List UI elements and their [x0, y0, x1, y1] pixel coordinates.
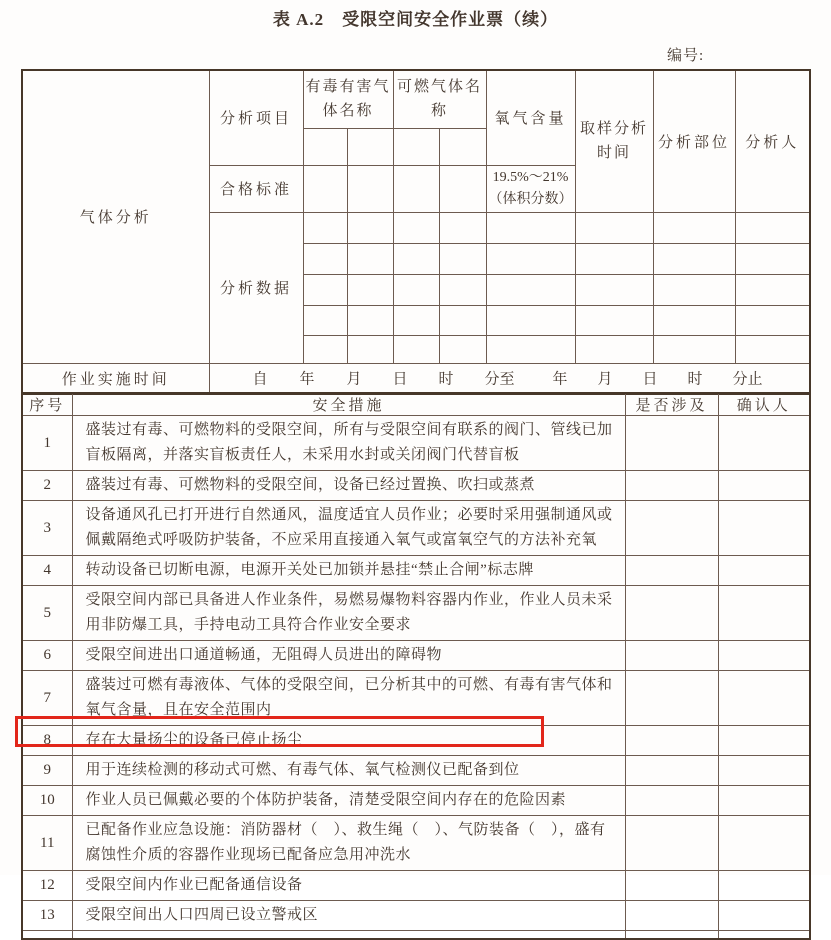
toxic-gas-header: 有毒有害气体名称	[303, 70, 393, 128]
involved-cell	[625, 586, 718, 641]
measure-header: 安全措施	[72, 393, 625, 416]
confirm-cell	[718, 416, 810, 471]
gas-analysis-section-label: 气体分析	[22, 70, 209, 363]
blank-cell	[486, 335, 575, 363]
time-token: 自	[252, 371, 268, 388]
table-row	[22, 786, 810, 816]
oxygen-standard-line1: 19.5%～21%	[492, 169, 569, 185]
measure-text: 盛装过有毒、可燃物料的受限空间，设备已经过置换、吹扫或蒸煮	[72, 471, 625, 501]
time-token: 日	[642, 371, 658, 388]
blank-cell	[575, 274, 653, 305]
measure-text: 已配备作业应急设施：消防器材（ ）、救生绳（ ）、气防装备（ ），盛有腐蚀性介质的容器作业现场已配备应急用冲洗水	[72, 816, 625, 871]
row-number: 8	[22, 726, 72, 756]
blank-cell	[393, 212, 439, 243]
blank-cell	[735, 212, 810, 243]
blank-cell	[718, 931, 810, 939]
blank-cell	[439, 243, 486, 274]
blank-cell	[393, 243, 439, 274]
blank-cell	[486, 212, 575, 243]
table-row	[22, 816, 810, 871]
measure-text: 用于连续检测的移动式可燃、有毒气体、氧气检测仪已配备到位	[72, 756, 625, 786]
confirm-cell	[718, 756, 810, 786]
table-row	[22, 556, 810, 586]
flammable-gas-header: 可燃气体名称	[393, 70, 486, 128]
page-title: 表 A.2 受限空间安全作业票（续）	[272, 10, 559, 29]
table-row	[22, 901, 810, 931]
blank-cell	[735, 335, 810, 363]
blank-cell	[393, 165, 439, 212]
involved-cell	[625, 871, 718, 901]
involved-cell	[625, 816, 718, 871]
blank-cell	[575, 335, 653, 363]
row-number: 2	[22, 471, 72, 501]
standard-label: 合格标准	[209, 165, 303, 212]
blank-cell	[303, 274, 347, 305]
blank-cell	[303, 128, 347, 165]
time-token: 分止	[732, 371, 763, 388]
blank-cell	[653, 305, 735, 335]
measure-text: 转动设备已切断电源，电源开关处已加锁并悬挂“禁止合闸”标志牌	[72, 556, 625, 586]
blank-cell	[393, 274, 439, 305]
table-row	[22, 641, 810, 671]
blank-cell	[303, 243, 347, 274]
table-row	[22, 471, 810, 501]
blank-cell	[486, 243, 575, 274]
involved-header: 是否涉及	[625, 393, 718, 416]
blank-cell	[347, 335, 393, 363]
blank-cell	[575, 305, 653, 335]
measure-text: 设备通风孔已打开进行自然通风，温度适宜人员作业；必要时采用强制通风或佩戴隔绝式呼吸防护装备，不应采用直接通入氧气或富氧空气的方法补充氧	[72, 501, 625, 556]
involved-cell	[625, 641, 718, 671]
involved-cell	[625, 501, 718, 556]
oxygen-header: 氧气含量	[486, 70, 575, 165]
blank-cell	[439, 274, 486, 305]
row-number: 13	[22, 901, 72, 931]
table-row	[22, 726, 810, 756]
row-number: 12	[22, 871, 72, 901]
measure-text: 存在大量扬尘的设备已停止扬尘	[72, 726, 625, 756]
table-row	[22, 586, 810, 641]
confirm-cell	[718, 786, 810, 816]
blank-cell	[735, 243, 810, 274]
time-token: 月	[597, 371, 613, 388]
involved-cell	[625, 756, 718, 786]
work-time-template	[209, 363, 810, 394]
blank-cell	[22, 931, 72, 939]
blank-cell	[653, 274, 735, 305]
blank-cell	[393, 128, 439, 165]
blank-cell	[303, 165, 347, 212]
blank-cell	[439, 128, 486, 165]
oxygen-standard-value	[486, 165, 575, 212]
data-label: 分析数据	[209, 212, 303, 363]
blank-cell	[653, 243, 735, 274]
analyst-header: 分析人	[735, 70, 810, 212]
time-token: 时	[687, 371, 703, 388]
table-row	[22, 501, 810, 556]
analysis-item-header: 分析项目	[209, 70, 303, 165]
time-token: 分至	[484, 371, 515, 388]
time-token: 月	[346, 371, 362, 388]
table-row	[22, 671, 810, 726]
involved-cell	[625, 416, 718, 471]
involved-cell	[625, 471, 718, 501]
table-row-highlighted	[22, 756, 810, 786]
row-number: 3	[22, 501, 72, 556]
blank-cell	[303, 335, 347, 363]
table-row	[22, 416, 810, 471]
blank-cell	[347, 128, 393, 165]
blank-cell	[439, 335, 486, 363]
measure-text: 盛装过有毒、可燃物料的受限空间，所有与受限空间有联系的阀门、管线已加盲板隔离，并落实盲板责任人，未采用水封或关闭阀门代替盲板	[72, 416, 625, 471]
confirm-header: 确认人	[718, 393, 810, 416]
sampling-time-header: 取样分析时间	[575, 70, 653, 212]
doc-number-label: 编号:	[667, 48, 705, 64]
confirm-cell	[718, 816, 810, 871]
measure-text: 作业人员已佩戴必要的个体防护装备，清楚受限空间内存在的危险因素	[72, 786, 625, 816]
time-token: 年	[299, 371, 315, 388]
oxygen-standard-line2: （体积分数）	[488, 191, 573, 207]
time-token: 年	[552, 371, 568, 388]
measure-text: 盛装过可燃有毒液体、气体的受限空间，已分析其中的可燃、有毒有害气体和氧气含量，且在安全范围内	[72, 671, 625, 726]
analysis-location-header: 分析部位	[653, 70, 735, 212]
confirm-cell	[718, 726, 810, 756]
row-number: 9	[22, 756, 72, 786]
blank-cell	[439, 212, 486, 243]
table-row-cutoff	[22, 931, 810, 939]
involved-cell	[625, 671, 718, 726]
involved-cell	[625, 726, 718, 756]
row-number: 7	[22, 671, 72, 726]
blank-cell	[393, 305, 439, 335]
confirm-cell	[718, 871, 810, 901]
measure-text: 受限空间内部已具备进人作业条件，易燃易爆物料容器内作业，作业人员未采用非防爆工具，手持电动工具符合作业安全要求	[72, 586, 625, 641]
blank-cell	[347, 243, 393, 274]
row-number: 4	[22, 556, 72, 586]
gas-analysis-table	[21, 69, 811, 395]
confirm-cell	[718, 671, 810, 726]
blank-cell	[735, 274, 810, 305]
row-number: 11	[22, 816, 72, 871]
blank-cell	[439, 165, 486, 212]
blank-cell	[486, 305, 575, 335]
blank-cell	[393, 335, 439, 363]
blank-cell	[347, 305, 393, 335]
blank-cell	[347, 274, 393, 305]
blank-cell	[439, 305, 486, 335]
blank-cell	[303, 212, 347, 243]
blank-cell	[653, 212, 735, 243]
involved-cell	[625, 556, 718, 586]
blank-cell	[303, 305, 347, 335]
safety-measures-table	[21, 392, 811, 940]
table-row	[22, 871, 810, 901]
blank-cell	[575, 212, 653, 243]
involved-cell	[625, 786, 718, 816]
blank-cell	[575, 243, 653, 274]
confirm-cell	[718, 901, 810, 931]
blank-cell	[72, 931, 625, 939]
measure-text: 受限空间内作业已配备通信设备	[72, 871, 625, 901]
time-token: 时	[438, 371, 454, 388]
involved-cell	[625, 901, 718, 931]
blank-cell	[625, 931, 718, 939]
confirm-cell	[718, 556, 810, 586]
row-number: 10	[22, 786, 72, 816]
blank-cell	[486, 274, 575, 305]
blank-cell	[347, 212, 393, 243]
blank-cell	[735, 305, 810, 335]
measure-text: 受限空间出人口四周已设立警戒区	[72, 901, 625, 931]
measure-text: 受限空间进出口通道畅通，无阻碍人员进出的障碍物	[72, 641, 625, 671]
confirm-cell	[718, 641, 810, 671]
seq-header: 序号	[22, 393, 72, 416]
row-number: 1	[22, 416, 72, 471]
confirm-cell	[718, 586, 810, 641]
confirm-cell	[718, 471, 810, 501]
work-time-label: 作业实施时间	[22, 363, 209, 394]
row-number: 6	[22, 641, 72, 671]
row-number: 5	[22, 586, 72, 641]
blank-cell	[347, 165, 393, 212]
confirm-cell	[718, 501, 810, 556]
blank-cell	[653, 335, 735, 363]
time-token: 日	[392, 371, 408, 388]
